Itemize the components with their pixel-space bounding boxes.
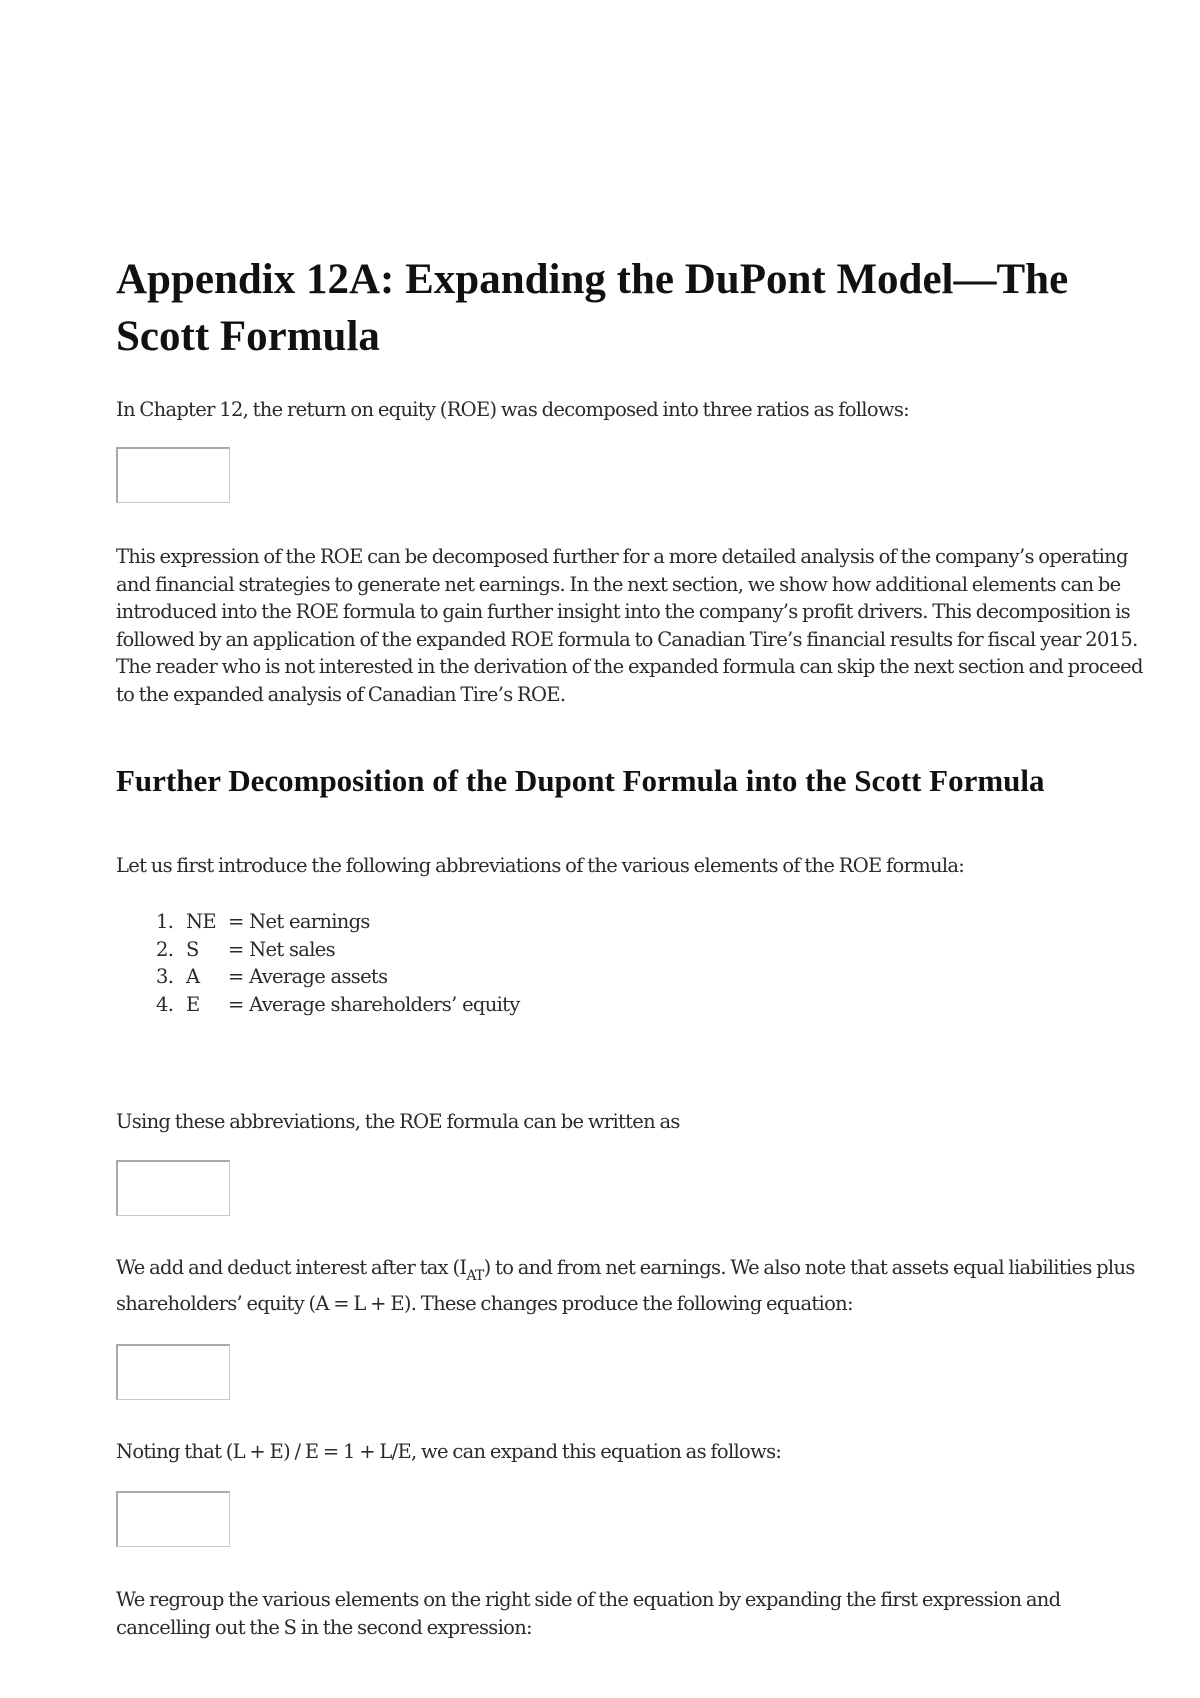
section-heading: Further Decomposition of the Dupont Formula into the Scott Formula: [116, 763, 1045, 798]
expansion-paragraph: Noting that (L + E) / E = 1 + L/E, we can expand this equation as follows:: [116, 1440, 782, 1463]
definition: = Net sales: [228, 937, 335, 961]
list-number: 4.: [156, 992, 174, 1016]
intro-paragraph: In Chapter 12, the return on equity (ROE) was decomposed into three ratios as follows:: [116, 398, 910, 421]
expanded-equation-image: [116, 1491, 230, 1547]
list-number: 1.: [156, 910, 174, 933]
interest-equation-image: [116, 1344, 230, 1400]
interest-text-before: We add and deduct interest after tax (I: [116, 1256, 467, 1279]
abbreviations-intro: Let us first introduce the following abbreviations of the various elements of the ROE formula:: [116, 854, 965, 877]
list-number: 2.: [156, 937, 174, 961]
abbreviation: A: [186, 965, 200, 988]
abbreviation: S: [186, 937, 199, 961]
interest-text-after: ) to and from net earnings. We also note that assets equal liabilities plus shareholders’ equity (A = L + E). These changes produce the following equation:: [116, 1256, 1135, 1315]
roe-formula-image: [116, 447, 230, 503]
interest-paragraph: [116, 1250, 1156, 1322]
regroup-paragraph: We regroup the various elements on the right side of the equation by expanding the first expression and cancelling out the S in the second expression:: [116, 1588, 1061, 1639]
definition: = Average shareholders’ equity: [228, 992, 520, 1016]
definition: = Average assets: [228, 965, 388, 988]
roe-abbreviated-formula-image: [116, 1160, 230, 1216]
abbreviation: NE: [186, 910, 216, 933]
interest-subscript: AT: [466, 1268, 484, 1284]
page-title: Appendix 12A: Expanding the DuPont Model—The Scott Formula: [116, 256, 1069, 360]
decomposition-paragraph: This expression of the ROE can be decomposed further for a more detailed analysis of the company’s operating and financial strategies to generate net earnings. In the next section, we show how additional elements can be introduced into the ROE formula to gain further insight into the company’s profit drivers. This decomposition is followed by an application of the expanded ROE formula to Canadian Tire’s financial results for fiscal year 2015. The reader who is not interested in the derivation of the expanded formula can skip the next section and proceed to the expanded analysis of Canadian Tire’s ROE.: [116, 545, 1143, 706]
definition: = Net earnings: [228, 910, 370, 933]
abbreviations-usage-paragraph: Using these abbreviations, the ROE formula can be written as: [116, 1110, 680, 1133]
list-number: 3.: [156, 965, 174, 988]
abbreviation: E: [186, 992, 200, 1016]
